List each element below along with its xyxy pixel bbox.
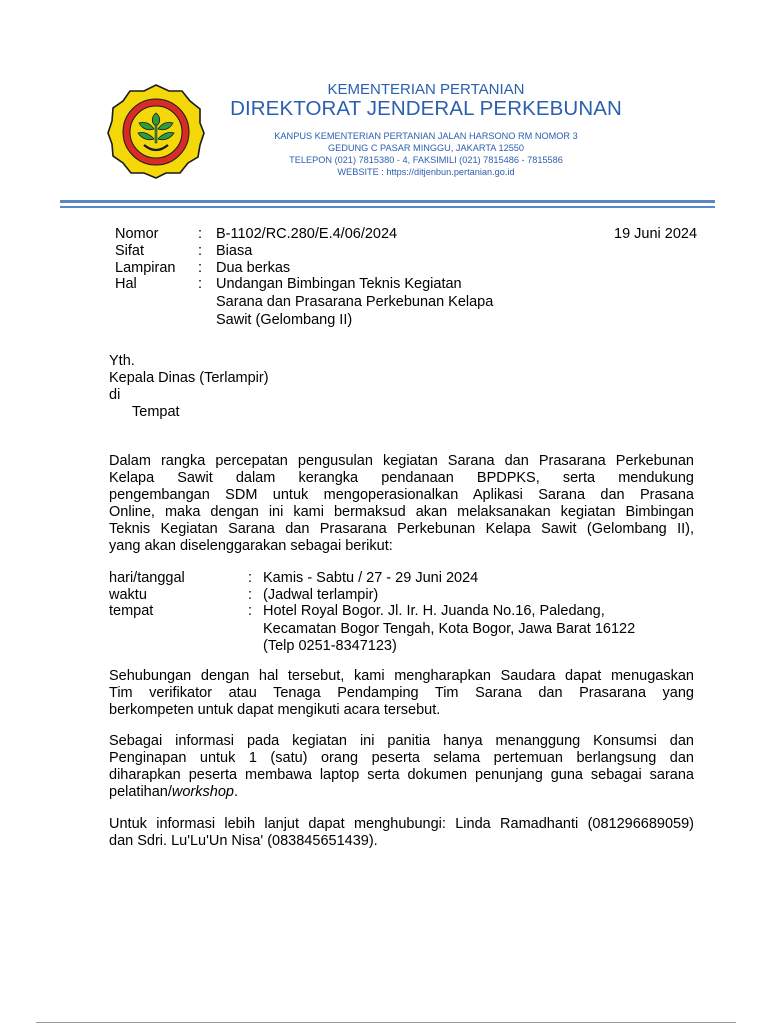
recipient-yth: Yth. <box>109 353 135 369</box>
body-paragraph-3: Sebagai informasi pada kegiatan ini panitia hanya menanggung Konsumsi dan Penginapan untuk 1 (satu) orang peserta selama pertemuan berlangsung dan diharapkan peserta membawa laptop serta dokumen penunjang guna sebagai sarana pelatihan/workshop. <box>109 733 694 800</box>
meta-value-hal: Undangan Bimbingan Teknis Kegiatan <box>216 276 462 292</box>
recipient-name: Kepala Dinas (Terlampir) <box>109 370 269 386</box>
schedule-label-time: waktu <box>109 587 147 603</box>
meta-label-lampiran: Lampiran <box>115 260 176 276</box>
meta-sep: : <box>198 243 203 259</box>
header-divider <box>60 200 715 203</box>
meta-value-hal: Sarana dan Prasarana Perkebunan Kelapa <box>216 294 494 310</box>
schedule-value-date: Kamis - Sabtu / 27 - 29 Juni 2024 <box>263 570 479 586</box>
schedule-value-place: Hotel Royal Bogor. Jl. Ir. H. Juanda No.16, Paledang, <box>263 603 605 619</box>
meta-sep: : <box>198 276 203 292</box>
schedule-sep: : <box>248 570 253 586</box>
letter-date: 19 Juni 2024 <box>614 226 698 242</box>
meta-value-hal: Sawit (Gelombang II) <box>216 312 353 328</box>
directorate-name: DIREKTORAT JENDERAL PERKEBUNAN <box>230 97 622 120</box>
schedule-label-place: tempat <box>109 603 154 619</box>
phone-line: TELEPON (021) 7815380 - 4, FAKSIMILI (021) 7815486 - 7815586 <box>289 155 563 165</box>
meta-label-hal: Hal <box>115 276 137 292</box>
kementan-logo-icon <box>106 83 206 179</box>
address-line: KANPUS KEMENTERIAN PERTANIAN JALAN HARSONO RM NOMOR 3 <box>274 131 578 141</box>
schedule-label-date: hari/tanggal <box>109 570 185 586</box>
body-paragraph-1: Dalam rangka percepatan pengusulan kegiatan Sarana dan Prasarana Perkebunan Kelapa Sawit dalam kerangka pendanaan BPDPKS, serta mendukung pengembangan SDM untuk mengoperasionalkan Aplikasi Sarana dan Prasana Online, maka dengan ini kami bermaksud akan melaksanakan kegiatan Bimbingan Teknis Kegiatan Sarana dan Prasarana Perkebunan Kelapa Sawit (Gelombang II), yang akan diselenggarakan sebagai berikut: <box>109 453 694 554</box>
schedule-value-place: Kecamatan Bogor Tengah, Kota Bogor, Jawa Barat 16122 <box>263 621 636 637</box>
header-divider-thin <box>60 206 715 208</box>
body-paragraph-2: Sehubungan dengan hal tersebut, kami mengharapkan Saudara dapat menugaskan Tim verifikator atau Tenaga Pendamping Tim Sarana dan Prasarana yang berkompeten untuk dapat mengikuti acara tersebut. <box>109 668 694 718</box>
meta-sep: : <box>198 260 203 276</box>
body-paragraph-4: Untuk informasi lebih lanjut dapat menghubungi: Linda Ramadhanti (081296689059) dan Sdri. Lu'Lu'Un Nisa' (083845651439). <box>109 816 694 849</box>
recipient-tempat: Tempat <box>132 404 180 420</box>
meta-value-sifat: Biasa <box>216 243 253 259</box>
page-bottom-edge <box>36 1022 736 1023</box>
meta-value-lampiran: Dua berkas <box>216 260 291 276</box>
schedule-sep: : <box>248 587 253 603</box>
address-line: GEDUNG C PASAR MINGGU, JAKARTA 12550 <box>327 143 525 153</box>
schedule-sep: : <box>248 603 253 619</box>
website-line: WEBSITE : https://ditjenbun.pertanian.go.id <box>337 167 515 177</box>
meta-label-nomor: Nomor <box>115 226 159 242</box>
ministry-name: KEMENTERIAN PERTANIAN <box>327 81 525 98</box>
meta-label-sifat: Sifat <box>115 243 145 259</box>
schedule-value-time: (Jadwal terlampir) <box>263 587 379 603</box>
schedule-value-place: (Telp 0251-8347123) <box>263 638 397 654</box>
meta-value-nomor: B-1102/RC.280/E.4/06/2024 <box>216 226 398 242</box>
meta-sep: : <box>198 226 203 242</box>
italic-workshop: workshop <box>171 784 234 800</box>
recipient-di: di <box>109 387 121 403</box>
